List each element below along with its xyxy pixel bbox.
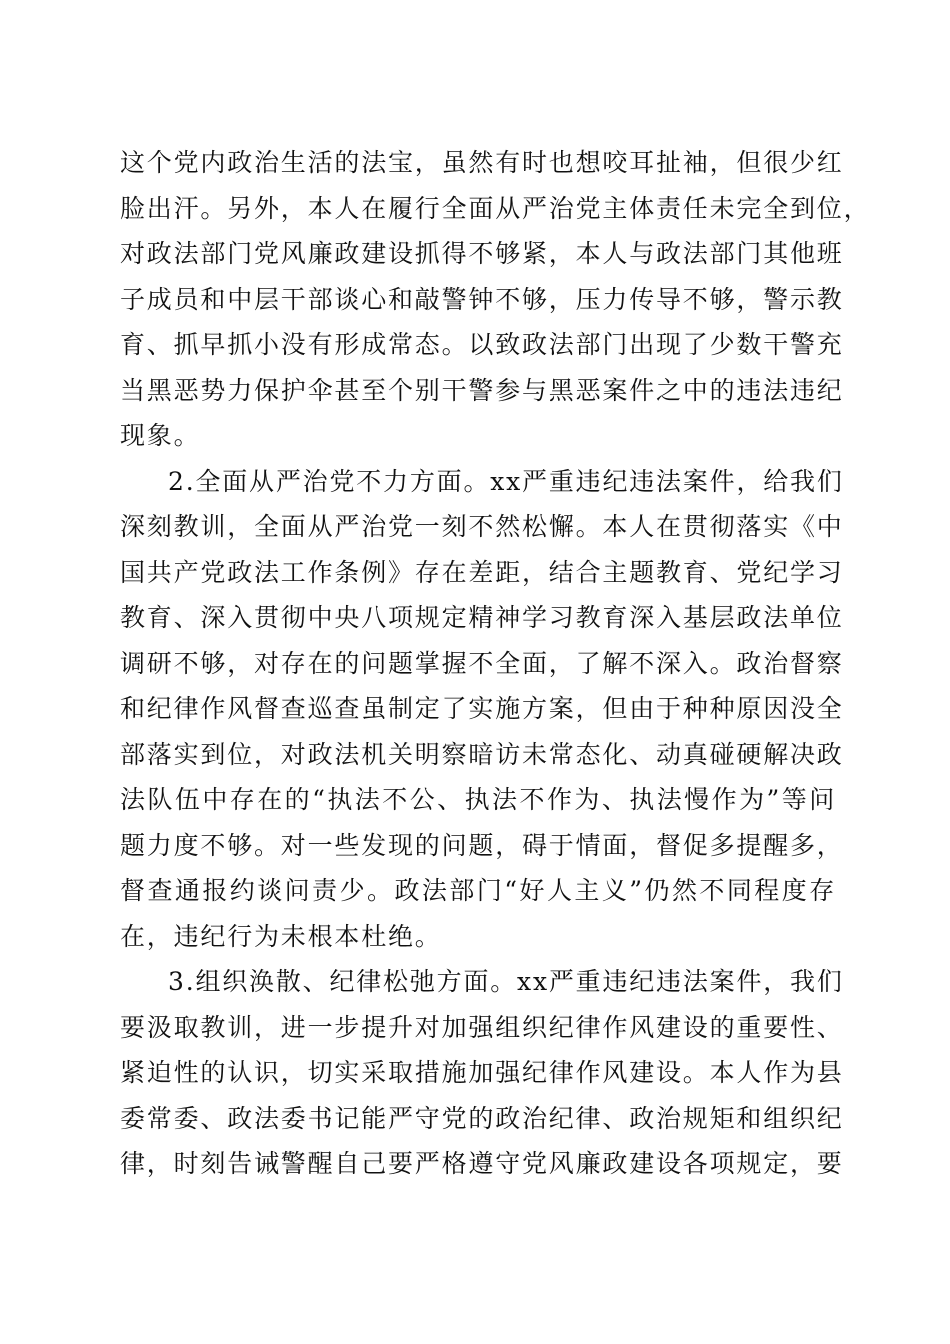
text-line: 当黑恶势力保护伞甚至个别干警参与黑恶案件之中的违法违纪 [120,375,844,405]
text-line: 深刻教训，全面从严治党一刻不然松懈。本人在贯彻落实《中 [120,512,844,541]
paragraph-heading-line: 2.全面从严治党不力方面。xx严重违纪违法案件，给我们 [168,466,844,496]
text-line: 脸出汗。另外，本人在履行全面从严治党主体责任未完全到位， [120,193,871,223]
text-line: 调研不够，对存在的问题掌握不全面，了解不深入。政治督察 [120,648,844,678]
text-line: 督查通报约谈问责少。政法部门“好人主义”仍然不同程度存 [120,876,836,905]
text-line: 育、抓早抓小没有形成常态。以致政法部门出现了少数干警充 [120,330,844,359]
text-line: 要汲取教训，进一步提升对加强组织纪律作风建设的重要性、 [120,1012,844,1042]
text-line: 这个党内政治生活的法宝，虽然有时也想咬耳扯袖，但很少红 [120,148,844,177]
text-line: 题力度不够。对一些发现的问题，碍于情面，督促多提醒多， [120,830,844,860]
text-line: 法队伍中存在的“执法不公、执法不作为、执法慢作为”等问 [120,785,836,814]
text-line: 律，时刻告诫警醒自己要严格遵守党风廉政建设各项规定，要 [120,1149,844,1178]
text-line: 现象。 [120,421,201,450]
text-line: 委常委、政法委书记能严守党的政治纪律、政治规矩和组织纪 [120,1103,844,1133]
text-line: 部落实到位，对政法机关明察暗访未常态化、动真碰硬解决政 [120,739,844,769]
paragraph-heading-line: 3.组织涣散、纪律松弛方面。xx严重违纪违法案件，我们 [168,967,844,996]
text-line: 在，违纪行为未根本杜绝。 [120,921,442,951]
text-line: 和纪律作风督查巡查虽制定了实施方案，但由于种种原因没全 [120,694,844,723]
text-line: 对政法部门党风廉政建设抓得不够紧，本人与政法部门其他班 [120,239,844,268]
text-line: 教育、深入贯彻中央八项规定精神学习教育深入基层政法单位 [120,603,844,632]
text-line: 紧迫性的认识，切实采取措施加强纪律作风建设。本人作为县 [120,1058,844,1087]
body-text [120,140,871,1187]
text-line: 国共产党政法工作条例》存在差距，结合主题教育、党纪学习 [120,557,844,587]
text-line: 子成员和中层干部谈心和敲警钟不够，压力传导不够，警示教 [120,284,844,314]
